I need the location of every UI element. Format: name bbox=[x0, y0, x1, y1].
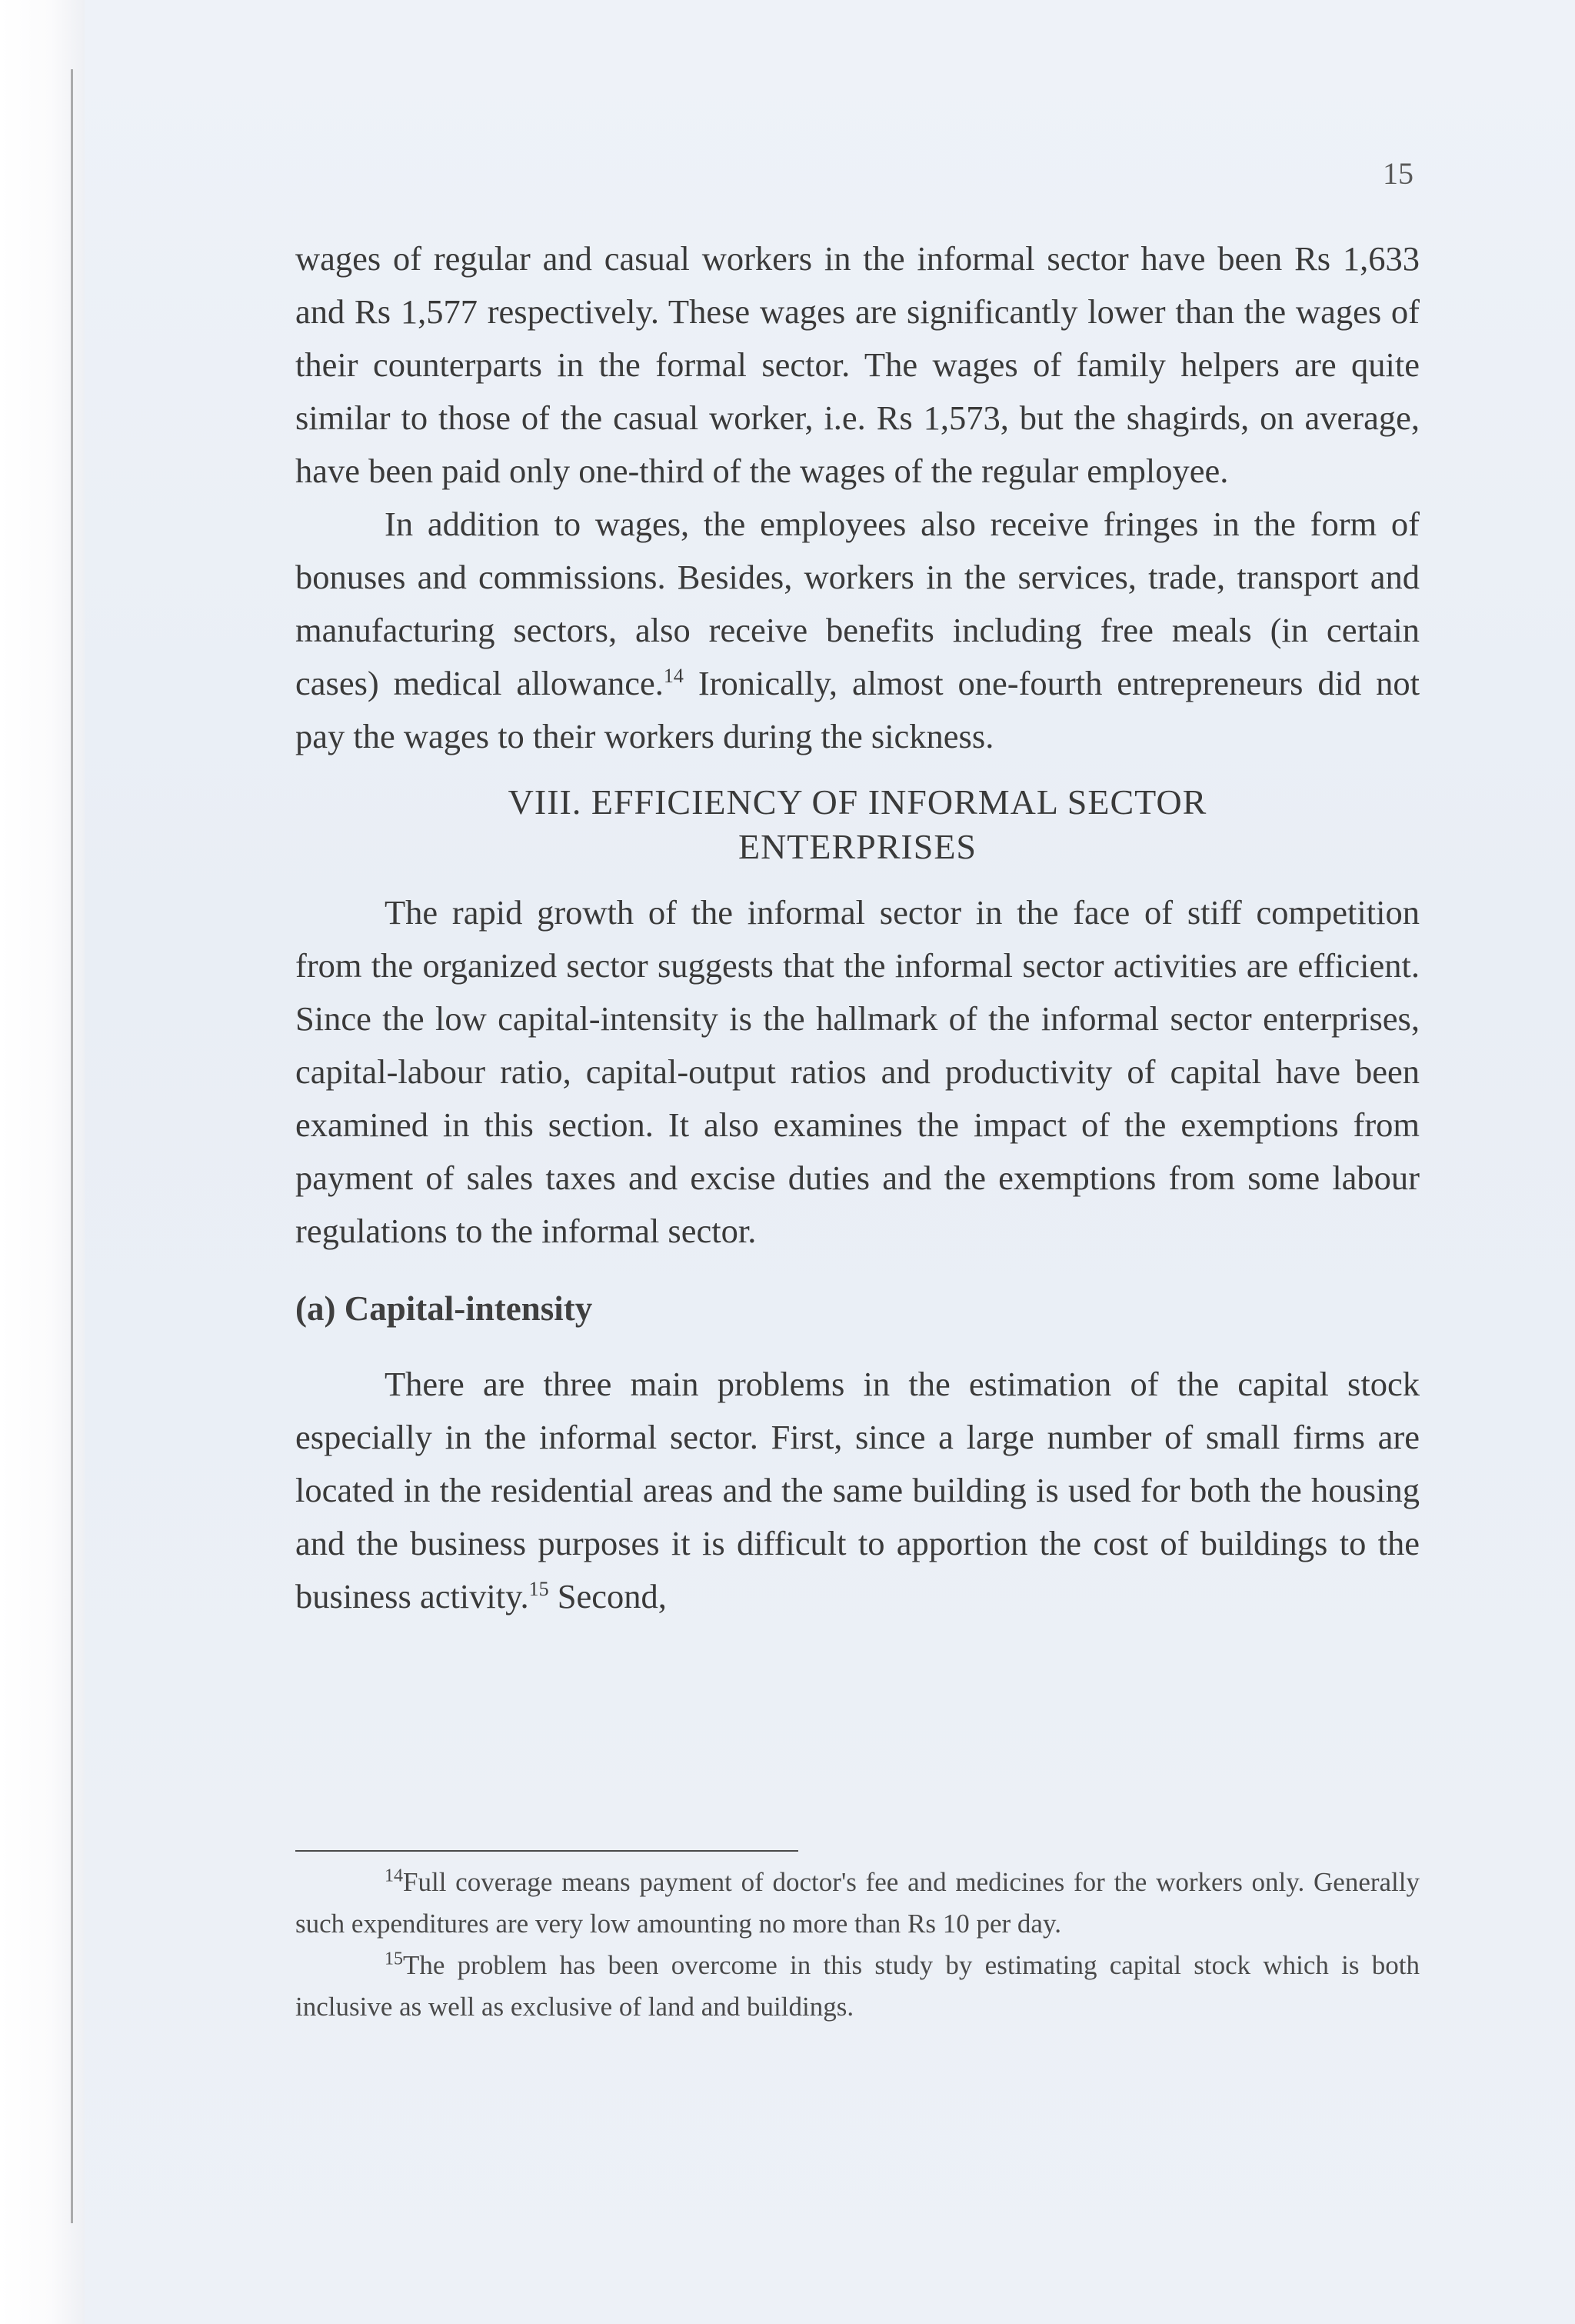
footnote-14-text: Full coverage means payment of doctor's fee and medicines for the workers only. Generally such expenditures are very low amounting no more than Rs 10 per day. bbox=[295, 1867, 1420, 1939]
footnote-15 bbox=[295, 1945, 1420, 2028]
paragraph-capital-stock-tail: Second, bbox=[548, 1577, 667, 1615]
footnote-14-mark: 14 bbox=[385, 1866, 403, 1886]
section-heading-line2: ENTERPRISES bbox=[738, 827, 977, 866]
paragraph-capital-stock-text: There are three main problems in the estimation of the capital stock especially in the informal sector. First, since a large number of small firms are located in the residential areas and the same building is used for both the housing and the business purposes it is difficult to apportion the cost of buildings to the business activity. bbox=[295, 1365, 1420, 1615]
section-heading-line1: VIII. EFFICIENCY OF INFORMAL SECTOR bbox=[508, 782, 1207, 822]
paragraph-efficiency-text: The rapid growth of the informal sector in the face of stiff competition from the organized sector suggests that the informal sector activities are efficient. Since the low capital-intensity is the hallmark of the informal sector enterprises, capital-labour ratio, capital-output ratios and productivity of capital have been examined in this section. It also examines the impact of the exemptions from payment of sales taxes and excise duties and the exemptions from some labour regulations to the informal sector. bbox=[295, 893, 1420, 1250]
paragraph-wages-text: wages of regular and casual workers in the informal sector have been Rs 1,633 and Rs 1,577 respectively. These wages are significantly lower than the wages of their counterparts in the formal sector. The wages of family helpers are quite similar to those of the casual worker, i.e. Rs 1,573, but the shagirds, on average, have been paid only one-third of the wages of the regular employee. bbox=[295, 239, 1420, 490]
paragraph-fringes bbox=[295, 498, 1420, 763]
footnote-15-text: The problem has been overcome in this study by estimating capital stock which is both inclusive as well as exclusive of land and buildings. bbox=[295, 1950, 1420, 2022]
footnote-divider bbox=[295, 1850, 798, 1852]
paragraph-capital-stock bbox=[295, 1358, 1420, 1623]
subsection-heading: (a) Capital-intensity bbox=[295, 1289, 593, 1328]
footnotes bbox=[295, 1862, 1420, 2028]
footnote-14 bbox=[295, 1862, 1420, 1945]
footnote-15-mark: 15 bbox=[385, 1949, 403, 1969]
body-text bbox=[295, 232, 1420, 1623]
page-edge-line bbox=[71, 69, 73, 2223]
paragraph-fringes-text: In addition to wages, the employees also receive fringes in the form of bonuses and commissions. Besides, workers in the services, trade, transport and manufacturing sectors, also receive benefits including free meals (in certain cases) medical allowance. bbox=[295, 505, 1420, 702]
page-number: 15 bbox=[1383, 156, 1414, 191]
paragraph-efficiency bbox=[295, 886, 1420, 1258]
footnote-ref-15: 15 bbox=[528, 1578, 549, 1601]
paragraph-fringes-tail: Ironically, almost one-fourth entrepreneurs did not pay the wages to their workers during the sickness. bbox=[295, 664, 1420, 755]
section-heading bbox=[295, 780, 1420, 869]
paragraph-wages bbox=[295, 232, 1420, 498]
footnote-ref-14: 14 bbox=[663, 665, 684, 688]
